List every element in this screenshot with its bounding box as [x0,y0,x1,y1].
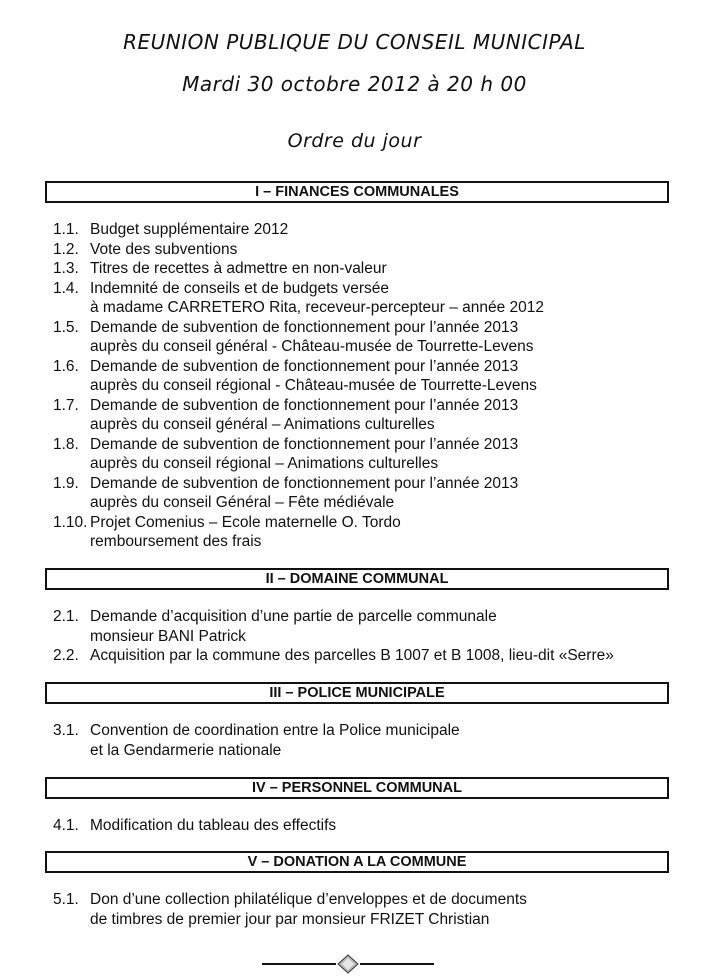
agenda-item [53,318,673,357]
item-text: Demande d’acquisition d’une partie de parcelle communale monsieur BANI Patrick [90,608,497,645]
section-heading-personnel: IV – PERSONNEL COMMUNAL [45,777,669,799]
agenda-item [53,279,673,318]
section-items-donation [53,890,673,929]
item-text: Don d’une collection philatélique d’enveloppes et de documents de timbres de premier jour par monsieur FRIZET Christian [90,891,527,928]
item-number: 5.1. [53,891,79,908]
item-number: 1.7. [53,396,79,414]
agenda-item [53,240,673,260]
section-items-finances [53,220,673,552]
item-number: 1.5. [53,318,79,336]
item-text: Budget supplémentaire 2012 [90,221,289,238]
item-text: Demande de subvention de fonctionnement pour l’année 2013 auprès du conseil régional - Château-musée de Tourrette-Levens [90,357,537,394]
section-items-domaine [53,607,673,666]
item-number: 4.1. [53,817,79,834]
item-number: 2.2. [53,647,79,664]
item-text: Titres de recettes à admettre en non-valeur [90,260,387,277]
section-heading-police: III – POLICE MUNICIPALE [45,682,669,704]
item-text: Indemnité de conseils et de budgets versée à madame CARRETERO Rita, receveur-percepteur – année 2012 [90,279,545,316]
item-text: Acquisition par la commune des parcelles B 1007 et B 1008, lieu-dit «Serre» [90,647,614,664]
meeting-title: REUNION PUBLIQUE DU CONSEIL MUNICIPAL [123,30,586,54]
agenda-item [53,396,673,435]
item-number: 1.1. [53,221,79,238]
agenda-item [53,513,673,552]
item-number: 1.2. [53,240,79,258]
agenda-item [53,890,673,929]
item-text: Vote des subventions [90,240,238,258]
item-text: Demande de subvention de fonctionnement pour l’année 2013 auprès du conseil général – Animations culturelles [90,396,519,433]
item-text: Projet Comenius – Ecole maternelle O. Tordo remboursement des frais [90,513,401,550]
section-heading-domaine: II – DOMAINE COMMUNAL [45,568,669,590]
agenda-item [53,816,673,836]
item-text: Demande de subvention de fonctionnement pour l’année 2013 auprès du conseil régional – Animations culturelles [90,435,519,472]
agenda-item [53,357,673,396]
section-heading-donation: V – DONATION A LA COMMUNE [45,851,669,873]
item-number: 1.6. [53,357,79,375]
item-number: 1.3. [53,260,79,277]
item-text: Modification du tableau des effectifs [90,817,337,834]
agenda-subtitle: Ordre du jour [287,130,422,152]
agenda-item [53,721,673,760]
agenda-item [53,220,673,240]
item-text: Convention de coordination entre la Police municipale et la Gendarmerie nationale [90,722,460,759]
item-text: Demande de subvention de fonctionnement pour l’année 2013 auprès du conseil général - Château-musée de Tourrette-Levens [90,318,534,355]
item-number: 2.1. [53,608,79,625]
item-number: 3.1. [53,722,79,739]
item-number: 1.9. [53,474,79,492]
diamond-ornament-icon [262,954,434,974]
item-number: 1.8. [53,435,79,453]
section-heading-finances: I – FINANCES COMMUNALES [45,181,669,203]
section-items-police [53,721,673,760]
meeting-date: Mardi 30 octobre 2012 à 20 h 00 [182,72,527,96]
agenda-item [53,646,673,666]
item-text: Demande de subvention de fonctionnement pour l’année 2013 auprès du conseil Général – Fête médiévale [90,474,519,511]
section-items-personnel [53,816,673,836]
agenda-item [53,259,673,279]
agenda-item [53,474,673,513]
item-number: 1.4. [53,279,79,297]
item-number: 1.10. [53,513,88,531]
agenda-item [53,607,673,646]
agenda-item [53,435,673,474]
